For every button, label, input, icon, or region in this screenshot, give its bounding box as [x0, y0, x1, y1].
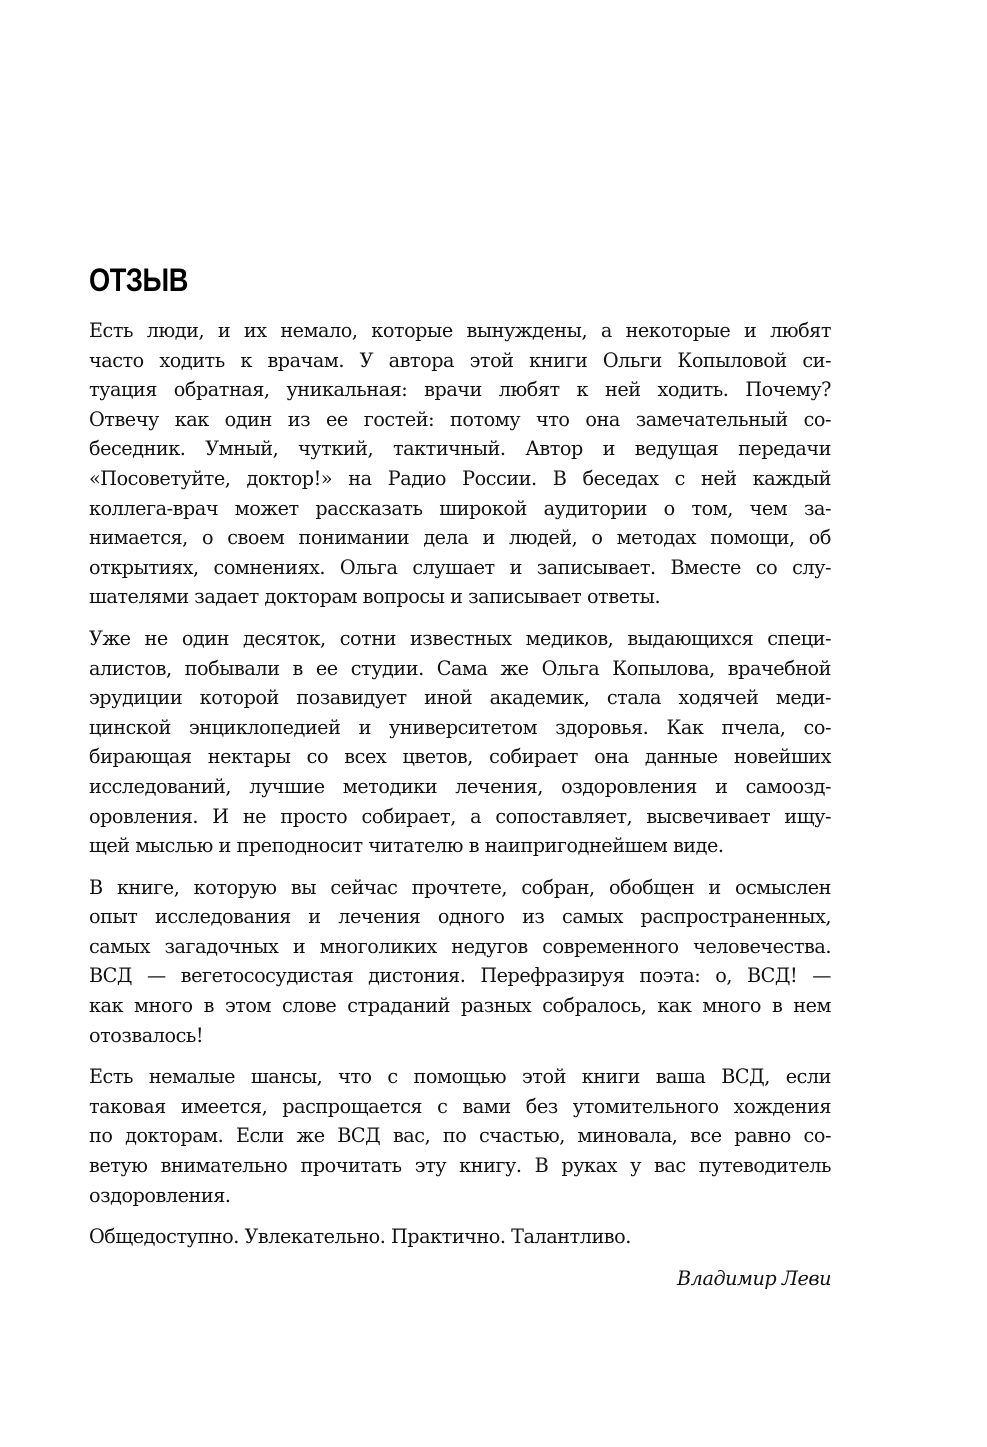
text-line: как много в этом слове страданий разных собралось, как много в нем	[89, 994, 831, 1018]
text-line: щей мыслью и преподносит читателю в наипригоднейшем виде.	[89, 834, 724, 858]
text-line: беседник. Умный, чуткий, тактичный. Автор и ведущая передачи	[89, 437, 831, 461]
paragraph-1	[89, 316, 831, 612]
text-line: Отвечу как один из ее гостей: потому что она замечательный со-	[89, 407, 831, 431]
text-line: исследований, лучшие методики лечения, оздоровления и самоозд-	[89, 774, 831, 798]
page-title: ОТЗЫВ	[89, 262, 188, 298]
text-line: Общедоступно. Увлекательно. Практично. Талантливо.	[89, 1225, 631, 1249]
author-signature: Владимир Леви	[677, 1266, 831, 1290]
text-line: шателями задает докторам вопросы и записывает ответы.	[89, 585, 661, 609]
text-line: оровления. И не просто собирает, а сопоставляет, высвечивает ищу-	[89, 804, 831, 828]
text-line: Есть люди, и их немало, которые вынуждены, а некоторые и любят	[89, 319, 831, 342]
paragraph-3	[89, 873, 831, 1051]
text-line: Есть немалые шансы, что с помощью этой книги ваша ВСД, если	[89, 1065, 831, 1089]
text-line: ВСД — вегетососудистая дистония. Перефразируя поэта: о, ВСД! —	[89, 964, 831, 988]
text-line: самых загадочных и многоликих недугов современного человечества.	[89, 934, 831, 958]
text-line: по докторам. Если же ВСД вас, по счастью, миновала, все равно со-	[89, 1124, 831, 1148]
paragraph-4	[89, 1062, 831, 1210]
text-line: опыт исследования и лечения одного из самых распространенных,	[89, 905, 831, 929]
paragraph-2	[89, 624, 831, 861]
text-line: В книге, которую вы сейчас прочтете, собран, обобщен и осмыслен	[89, 875, 831, 899]
text-line: эрудиции которой позавидует иной академик, стала ходячей меди-	[89, 686, 831, 710]
text-line: коллега-врач может рассказать широкой аудитории о том, чем за-	[89, 496, 831, 520]
text-line: цинской энциклопедией и университетом здоровья. Как пчела, со-	[89, 715, 831, 739]
text-line: ветую внимательно прочитать эту книгу. В руках у вас путеводитель	[89, 1154, 831, 1178]
text-line: оздоровления.	[89, 1183, 231, 1207]
text-line: туация обратная, уникальная: врачи любят к ней ходить. Почему?	[89, 378, 831, 402]
text-line: нимается, о своем понимании дела и людей, о методах помощи, об	[89, 526, 831, 550]
text-line: «Посоветуйте, доктор!» на Радио России. В беседах с ней каждый	[89, 466, 831, 490]
text-line: Уже не один десяток, сотни известных медиков, выдающихся специ-	[89, 626, 831, 650]
review-text	[89, 316, 831, 1293]
text-line: открытиях, сомнениях. Ольга слушает и записывает. Вместе со слу-	[89, 555, 831, 579]
text-line: часто ходить к врачам. У автора этой книги Ольги Копыловой си-	[89, 348, 831, 372]
text-line: бирающая нектары со всех цветов, собирает она данные новейших	[89, 745, 831, 769]
paragraph-5	[89, 1222, 831, 1252]
text-line: алистов, побывали в ее студии. Сама же Ольга Копылова, врачебной	[89, 656, 831, 680]
text-line: отозвалось!	[89, 1023, 204, 1047]
text-line: таковая имеется, распрощается с вами без утомительного хождения	[89, 1094, 831, 1118]
